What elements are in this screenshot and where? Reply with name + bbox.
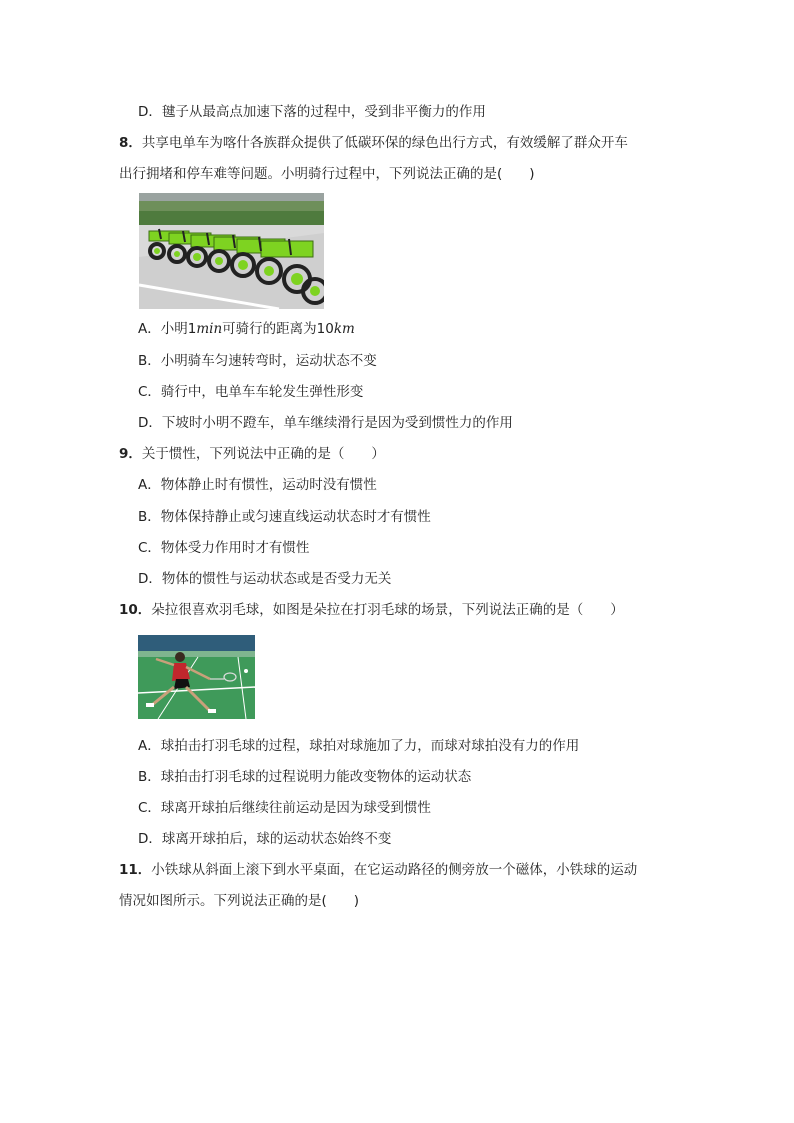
q10-number: 10． [119,602,152,618]
q8-option-a [138,320,355,338]
q9-option-b: B．物体保持静止或匀速直线运动状态时才有惯性 [138,509,431,525]
q11-stem-line2: 情况如图所示。下列说法正确的是( ) [119,893,360,909]
badminton-photo [138,635,255,719]
q10-option-d: D．球离开球拍后，球的运动状态始终不变 [138,831,392,847]
q11-stem-line1 [119,861,637,879]
q9-number: 9． [119,446,142,462]
q9-option-c: C．物体受力作用时才有惯性 [138,540,310,556]
q7-option-d: D．毽子从最高点加速下落的过程中，受到非平衡力的作用 [138,104,486,120]
q10-option-b: B．球拍击打羽毛球的过程说明力能改变物体的运动状态 [138,769,472,785]
bike-share-photo [139,193,324,309]
q9-option-d: D．物体的惯性与运动状态或是否受力无关 [138,571,392,587]
q8-option-c: C．骑行中，电单车车轮发生弹性形变 [138,384,364,400]
q10-option-a: A．球拍击打羽毛球的过程，球拍对球施加了力，而球对球拍没有力的作用 [138,738,580,754]
q8-option-d: D．下坡时小明不蹬车，单车继续滑行是因为受到惯性力的作用 [138,415,513,431]
q9-stem-line [119,445,385,463]
q11-stem-text1: 小铁球从斜面上滚下到水平桌面，在它运动路径的侧旁放一个磁体，小铁球的运动 [151,862,638,878]
q8-option-a-mid: 可骑行的距离为10 [222,321,334,337]
q8-stem-text1: 共享电单车为喀什各族群众提供了低碳环保的绿色出行方式，有效缓解了群众开车 [141,135,628,151]
q8-stem-line2: 出行拥堵和停车难等问题。小明骑行过程中，下列说法正确的是( ) [119,166,535,182]
q9-option-a: A．物体静止时有惯性，运动时没有惯性 [138,477,377,493]
q8-stem-line1 [119,134,628,152]
q8-number: 8． [119,135,142,151]
q8-option-a-unit-min: min [196,321,223,337]
q9-stem: 关于惯性，下列说法中正确的是（ ） [141,446,385,462]
q10-stem-line [119,601,624,619]
q8-option-b: B．小明骑车匀速转弯时，运动状态不变 [138,353,377,369]
q11-number: 11． [119,862,152,878]
q8-option-a-unit-km: km [333,321,355,337]
q8-option-a-prefix: A．小明1 [138,321,197,337]
q10-stem: 朵拉很喜欢羽毛球，如图是朵拉在打羽毛球的场景，下列说法正确的是（ ） [151,602,624,618]
q10-option-c: C．球离开球拍后继续往前运动是因为球受到惯性 [138,800,431,816]
